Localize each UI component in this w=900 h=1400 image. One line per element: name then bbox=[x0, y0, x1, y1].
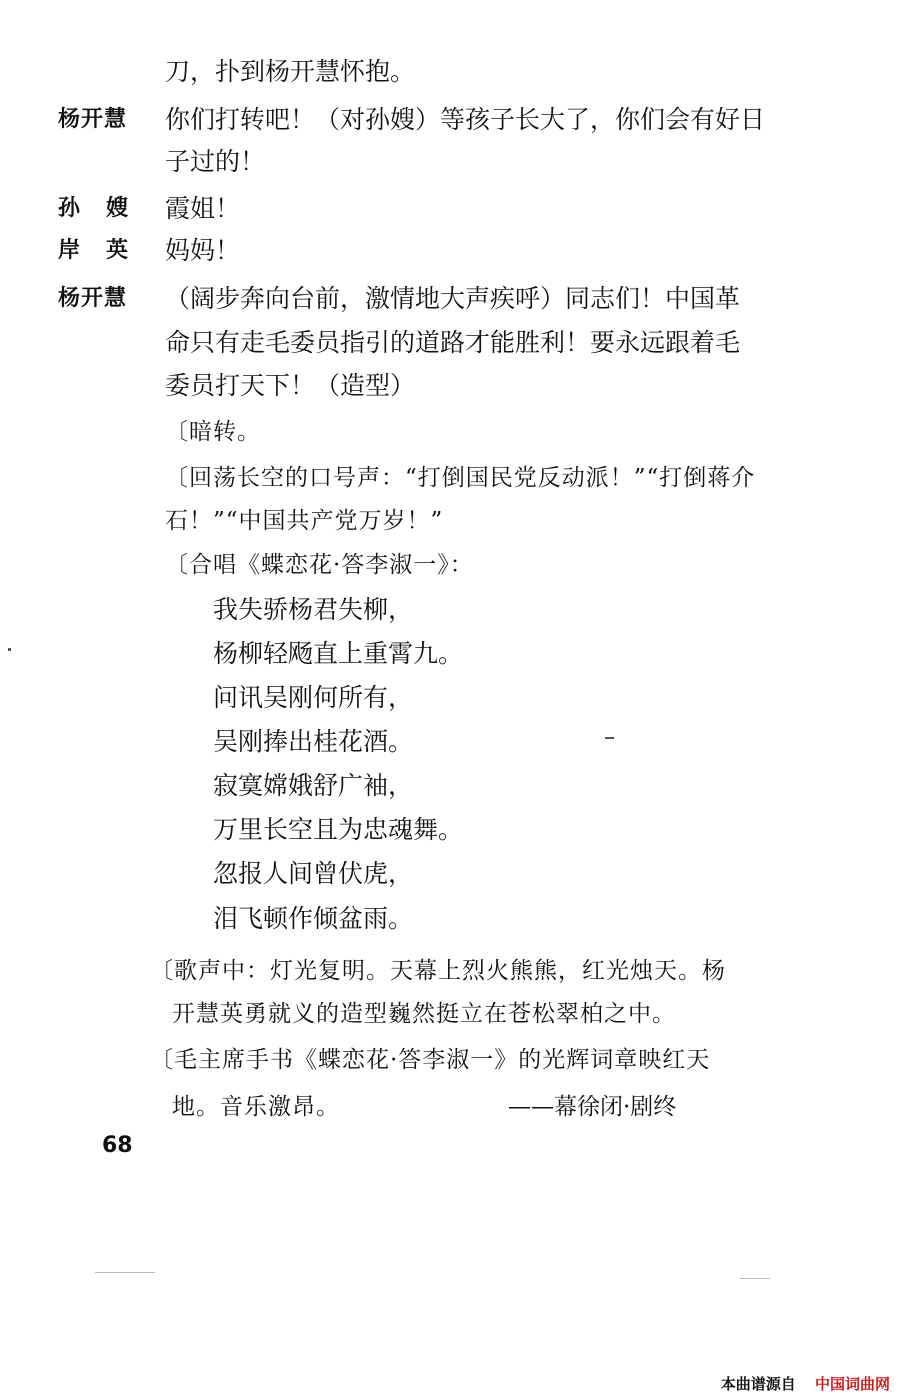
watermark-footer bbox=[721, 1374, 890, 1394]
watermark-site-link[interactable]: 中国词曲网 bbox=[814, 1375, 890, 1393]
stage-direction: 开慧英勇就义的造型巍然挺立在苍松翠柏之中。 bbox=[172, 1001, 676, 1027]
scan-speck bbox=[740, 1278, 770, 1279]
dialogue-line: 子过的！ bbox=[165, 147, 266, 176]
stage-direction: 〔回荡长空的口号声：“打倒国民党反动派！”“打倒蒋介 bbox=[165, 465, 756, 491]
scan-speck bbox=[605, 737, 614, 739]
stage-direction: 〔毛主席手书《蝶恋花·答李淑一》的光辉词章映红天 bbox=[150, 1047, 711, 1073]
poem-line: 吴刚捧出桂花酒。 bbox=[213, 727, 414, 756]
scan-speck bbox=[95, 1272, 155, 1273]
curtain-signoff: ——幕徐闭·剧终 bbox=[508, 1094, 677, 1120]
poem-line: 万里长空且为忠魂舞。 bbox=[213, 815, 464, 844]
stage-direction: 〔歌声中：灯光复明。天幕上烈火熊熊，红光烛天。杨 bbox=[150, 958, 726, 984]
stage-direction: 〔暗转。 bbox=[165, 419, 261, 445]
poem-line: 寂寞嫦娥舒广袖， bbox=[213, 771, 414, 800]
poem-line: 杨柳轻飏直上重霄九。 bbox=[213, 639, 464, 668]
continued-stage-direction: 刀，扑到杨开慧怀抱。 bbox=[165, 57, 416, 86]
stage-direction: 石！”“中国共产党万岁！” bbox=[165, 508, 444, 534]
speaker-label: 杨开慧 bbox=[58, 107, 128, 132]
speaker-label: 杨开慧 bbox=[58, 286, 128, 311]
dialogue-line: 你们打转吧！（对孙嫂）等孩子长大了，你们会有好日 bbox=[165, 105, 766, 134]
watermark-source-label: 本曲谱源自 bbox=[720, 1375, 796, 1393]
dialogue-line: 委员打天下！（造型） bbox=[165, 371, 416, 400]
speaker-label: 岸英 bbox=[58, 238, 155, 263]
poem-line: 泪飞顿作倾盆雨。 bbox=[213, 904, 414, 933]
poem-line: 我失骄杨君失柳， bbox=[213, 595, 414, 624]
poem-line: 问讯吴刚何所有， bbox=[213, 683, 414, 712]
stage-direction: 地。音乐激昂。 bbox=[172, 1094, 340, 1120]
dialogue-line: 命只有走毛委员指引的道路才能胜利！要永远跟着毛 bbox=[165, 328, 741, 357]
dialogue-line: （阔步奔向台前，激情地大声疾呼）同志们！中国革 bbox=[165, 284, 741, 313]
page-number: 68 bbox=[102, 1133, 133, 1158]
scan-speck bbox=[8, 648, 11, 651]
speaker-label: 孙嫂 bbox=[58, 196, 155, 221]
stage-direction: 〔合唱《蝶恋花·答李淑一》： bbox=[165, 552, 474, 578]
poem-line: 忽报人间曾伏虎， bbox=[213, 859, 414, 888]
dialogue-line: 霞姐！ bbox=[165, 194, 241, 223]
dialogue-line: 妈妈！ bbox=[165, 236, 241, 265]
